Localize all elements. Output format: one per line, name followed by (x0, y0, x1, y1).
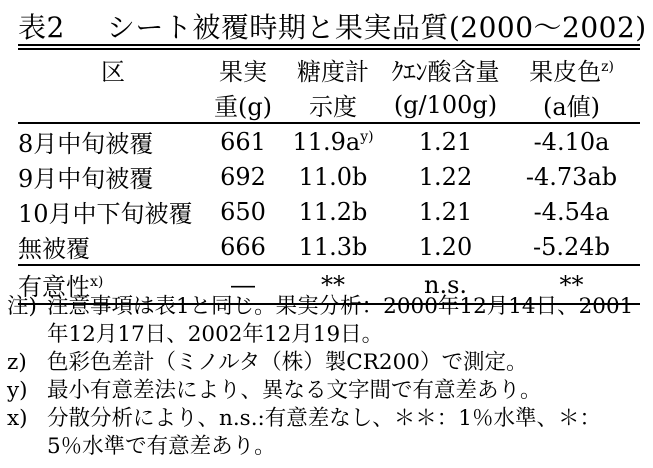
header-brix-line2: 示度 (309, 93, 357, 121)
skin-color-value: -5.24b (533, 232, 610, 261)
table-row (18, 123, 640, 159)
row-label: 無被覆 (18, 235, 90, 263)
footnote-marker: x) (7, 406, 28, 431)
footnote-note (5, 293, 653, 349)
table-title (18, 6, 647, 46)
significance-text: 有意性 (18, 273, 90, 301)
brix-text: 11.9a (292, 127, 361, 156)
header-plot: 区 (101, 58, 125, 86)
footnote-line: 5％水準で有意差あり。 (47, 434, 276, 459)
citric-acid-value: 1.20 (418, 232, 473, 261)
citric-acid-value: 1.22 (418, 162, 473, 191)
significance-weight: ― (231, 270, 255, 299)
brix-value (278, 123, 388, 159)
brix-value (278, 194, 388, 229)
header-skin-color-line1 (503, 52, 640, 87)
header-skin-color-line2: (a値) (542, 93, 601, 121)
footnote-line: 最小有意差法により、異なる文字間で有意差あり。 (47, 378, 542, 403)
citric-acid-value: 1.21 (418, 197, 473, 226)
fruit-weight-value: 666 (220, 232, 266, 261)
fruit-weight-value: 692 (220, 162, 266, 191)
table-body (18, 123, 640, 304)
footnote-marker: 注) (7, 294, 37, 319)
footnote-line: 色彩色差計（ミノルタ（株）製CR200）で測定。 (47, 350, 528, 375)
header-row-2 (18, 87, 640, 123)
footnote-marker: z) (7, 350, 27, 375)
footnote-x (5, 405, 653, 461)
row-label: 8月中旬被覆 (18, 130, 154, 158)
brix-value (278, 229, 388, 265)
header-skin-color-text: 果皮色 (529, 58, 602, 86)
skin-color-value: -4.10a (533, 127, 610, 156)
skin-color-value: -4.73ab (525, 162, 618, 191)
citric-acid-value: 1.21 (418, 127, 473, 156)
header-fruit-weight-line1: 果実 (219, 58, 267, 86)
header-plot-blank (18, 87, 208, 123)
header-skin-color-footnote-mark: z) (601, 59, 614, 75)
brix-text: 11.2b (298, 197, 368, 226)
skin-color-value: -4.54a (533, 197, 610, 226)
brix-text: 11.3b (298, 232, 368, 261)
title-double-rule (18, 44, 640, 50)
fruit-quality-table (18, 52, 640, 305)
header-brix-line1: 糖度計 (297, 58, 369, 86)
table-row (18, 194, 640, 229)
significance-color: ** (559, 270, 584, 299)
row-label: 10月中下旬被覆 (18, 200, 193, 228)
table-number: 表2 (18, 11, 65, 44)
brix-footnote-mark: y) (360, 128, 374, 145)
brix-value (278, 159, 388, 194)
table-header (18, 52, 640, 123)
footnote-line: 年12月17日、2002年12月19日。 (47, 322, 384, 347)
row-label: 9月中旬被覆 (18, 165, 154, 193)
footnote-y (5, 377, 653, 405)
table-row (18, 159, 640, 194)
significance-acid: n.s. (423, 270, 468, 299)
footnote-marker: y) (7, 378, 28, 403)
significance-brix: ** (321, 270, 345, 299)
table-title-text: シート被覆時期と果実品質(2000～2002) (106, 11, 647, 44)
header-row-1 (18, 52, 640, 87)
footnote-line: 分散分析により、n.s.:有意差なし、＊＊：1％水準、＊： (47, 406, 601, 431)
table-row (18, 229, 640, 265)
header-fruit-weight-line2: 重(g) (213, 93, 273, 121)
footnotes (5, 293, 653, 461)
footnote-line: 注意事項は表1と同じ。果実分析：2000年12月14日、2001 (47, 294, 634, 319)
brix-text: 11.0b (298, 162, 368, 191)
header-citric-acid-line1: ｸｴﾝ酸含量 (391, 58, 500, 86)
significance-footnote-mark: x) (90, 274, 104, 290)
footnote-z (5, 349, 653, 377)
fruit-weight-value: 661 (220, 127, 266, 156)
fruit-weight-value: 650 (220, 197, 266, 226)
header-citric-acid-line2: (g/100g) (393, 90, 498, 119)
